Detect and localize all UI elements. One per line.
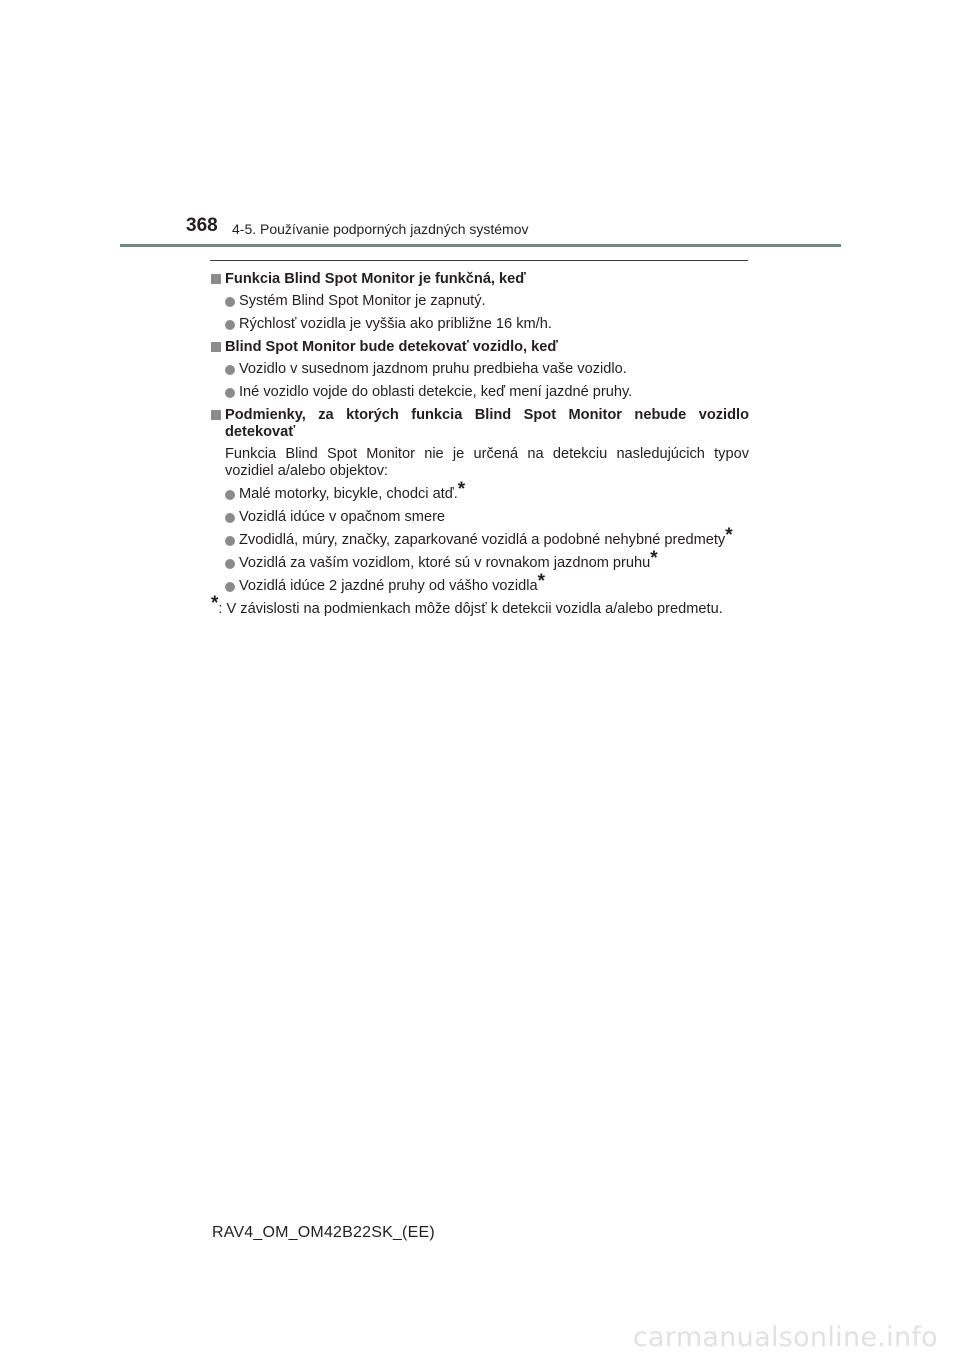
list-item-text: Zvodidlá, múry, značky, zaparkované vozidlá a podobné nehybné predmety [239,532,726,548]
footnote-star: * [537,571,545,592]
list-item-text: Rýchlosť vozidla je vyššia ako približne 16 km/h. [239,316,552,332]
circle-bullet-icon [225,536,235,546]
list-item [211,571,749,595]
heading-operating-conditions [211,271,749,288]
page-number: 368 [186,215,218,236]
document-code: RAV4_OM_OM42B22SK_(EE) [212,1224,435,1241]
circle-bullet-icon [225,559,235,569]
circle-bullet-icon [225,582,235,592]
heading-text: Funkcia Blind Spot Monitor je funkčná, keď [225,271,526,287]
footnote-star: * [457,479,466,500]
heading-non-detection-conditions [211,407,749,441]
list-item-text: Vozidlá idúce 2 jazdné pruhy od vášho vozidla [239,578,538,594]
square-bullet-icon [211,274,221,284]
list-item-text: Vozidlo v susednom jazdnom pruhu predbieha vaše vozidlo. [239,361,627,377]
section-title: 4-5. Používanie podporných jazdných systémov [232,221,529,237]
footnote-text: : V závislosti na podmienkach môže dôjsť k detekcii vozidla a/alebo predmetu. [218,601,723,617]
page-header [0,0,960,260]
circle-bullet-icon [225,388,235,398]
list-item-text: Iné vozidlo vojde do oblasti detekcie, keď mení jazdné pruhy. [239,384,633,400]
manual-content [211,266,749,618]
list-item [211,525,749,549]
list-item-text: Vozidlá za vaším vozidlom, ktoré sú v rovnakom jazdnom pruhu [239,555,651,571]
circle-bullet-icon [225,297,235,307]
footnote-star: * [725,525,733,546]
header-rule [120,244,841,247]
square-bullet-icon [211,410,221,420]
circle-bullet-icon [225,365,235,375]
list-item [211,548,749,572]
square-bullet-icon [211,342,221,352]
footnote [211,593,749,618]
list-item-text: Systém Blind Spot Monitor je zapnutý. [239,293,486,309]
circle-bullet-icon [225,513,235,523]
list-item [211,509,749,526]
heading-detection-conditions [211,339,749,356]
content-top-rule [210,260,748,261]
circle-bullet-icon [225,320,235,330]
heading-text: Podmienky, za ktorých funkcia Blind Spot Monitor nebude vozidlo detekovať [225,407,749,440]
intro-paragraph: Funkcia Blind Spot Monitor nie je určená na detekciu nasledujúcich typov vozidiel a/alebo objektov: [225,446,749,479]
circle-bullet-icon [225,490,235,500]
list-item-text: Malé motorky, bicykle, chodci atď. [239,486,458,502]
list-item [211,293,749,310]
watermark-text: carmanualsonline.info [632,1322,938,1353]
footnote-star: * [211,593,219,614]
list-item-text: Vozidlá idúce v opačnom smere [239,509,446,525]
list-item [211,361,749,378]
list-item [211,316,749,333]
list-item [211,384,749,401]
footnote-star: * [650,548,658,569]
heading-text: Blind Spot Monitor bude detekovať vozidlo, keď [225,339,558,355]
list-item [211,479,749,503]
watermark [0,1322,960,1358]
